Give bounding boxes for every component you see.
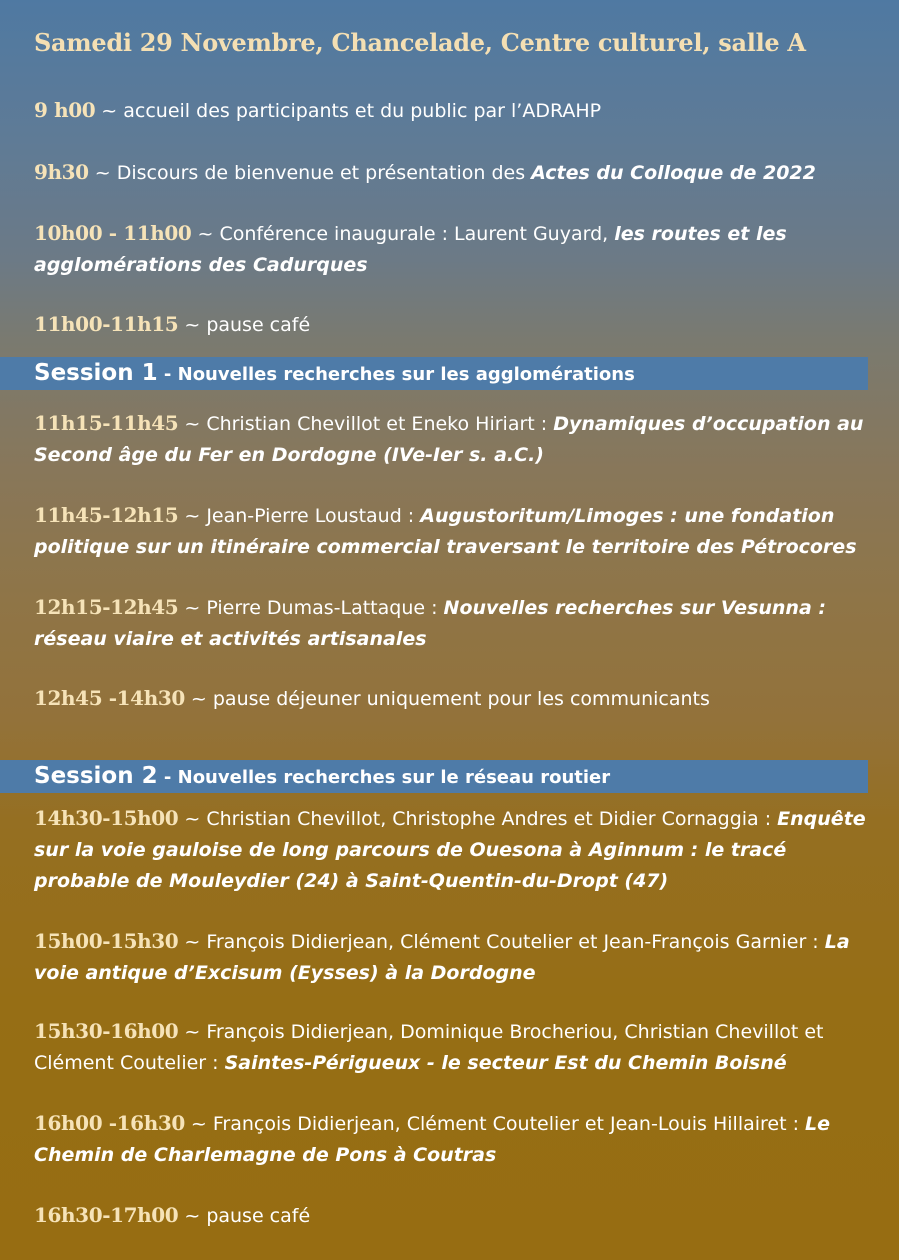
entry-talk-title: Saintes-Périgueux - le secteur Est du Chemin Boisné [224, 1052, 787, 1074]
program-entry [34, 592, 879, 655]
entry-separator: ~ [178, 1205, 207, 1227]
entry-talk-title: Nouvelles recherches sur Vesunna : réseau viaire et activités artisanales [34, 597, 826, 650]
entry-separator: ~ [184, 688, 213, 710]
entry-separator: ~ [178, 597, 207, 619]
entry-talk-title: Dynamiques d’occupation au Second âge du Fer en Dordogne (IVe-Ier s. a.C.) [34, 413, 864, 466]
entry-talk-title: les routes et les agglomérations des Cadurques [34, 223, 787, 276]
session-2-description: - Nouvelles recherches sur le réseau routier [157, 767, 611, 788]
entry-time: 11h45-12h15 [34, 503, 179, 527]
entry-time: 11h00-11h15 [34, 312, 179, 336]
program-entry [34, 1200, 879, 1232]
program-entry [34, 926, 879, 989]
entry-talk-title: Actes du Colloque de 2022 [531, 162, 816, 184]
entry-separator: ~ [178, 808, 207, 830]
session-1-label: Session 1 [34, 360, 158, 386]
session-1-heading [34, 357, 635, 391]
entry-talk-title: Enquête sur la voie gauloise de long parcours de Ouesona à Aginnum : le tracé probable de Mouleydier (24) à Saint-Quentin-du-Dropt (47) [34, 808, 866, 892]
entry-text: Jean-Pierre Loustaud : [206, 505, 421, 527]
session-2-label: Session 2 [34, 763, 158, 789]
program-entry [34, 683, 879, 715]
program-entry [34, 309, 879, 341]
entry-text: François Didierjean, Clément Coutelier et Jean-François Garnier : [206, 931, 825, 953]
entry-time: 14h30-15h00 [34, 806, 179, 830]
entry-time: 11h15-11h45 [34, 411, 179, 435]
entry-time: 9 h00 [34, 98, 96, 122]
entry-time: 15h00-15h30 [34, 929, 179, 953]
entry-text: accueil des participants et du public par l’ADRAHP [123, 100, 602, 122]
program-entry [34, 1108, 879, 1171]
entry-text: François Didierjean, Clément Coutelier et Jean-Louis Hillairet : [212, 1113, 806, 1135]
entry-separator: ~ [178, 1021, 207, 1043]
program-entry [34, 218, 879, 281]
entry-time: 16h30-17h00 [34, 1203, 179, 1227]
session-1-header [0, 357, 868, 390]
page-title: Samedi 29 Novembre, Chancelade, Centre culturel, salle A [34, 28, 806, 57]
entry-time: 16h00 -16h30 [34, 1111, 185, 1135]
entry-text: Conférence inaugurale : Laurent Guyard, [219, 223, 615, 245]
entry-separator: ~ [184, 1113, 213, 1135]
entry-separator: ~ [88, 162, 117, 184]
entry-talk-title: Augustoritum/Limoges : une fondation politique sur un itinéraire commercial traversant le territoire des Pétrocores [34, 505, 857, 558]
entry-separator: ~ [178, 314, 207, 336]
entry-separator: ~ [178, 505, 207, 527]
entry-text: pause café [206, 1205, 311, 1227]
entry-time: 12h15-12h45 [34, 595, 179, 619]
entry-text: Discours de bienvenue et présentation des [116, 162, 532, 184]
entry-text: Christian Chevillot et Eneko Hiriart : [206, 413, 554, 435]
entry-text: Christian Chevillot, Christophe Andres et Didier Cornaggia : [206, 808, 778, 830]
program-entry [34, 157, 879, 189]
entry-talk-title: Le Chemin de Charlemagne de Pons à Coutras [34, 1113, 831, 1166]
program-entry [34, 803, 879, 897]
entry-time: 10h00 - 11h00 [34, 221, 192, 245]
session-2-heading [34, 760, 610, 794]
program-entry [34, 1016, 879, 1079]
entry-separator: ~ [178, 931, 207, 953]
entry-text: François Didierjean, Dominique Brocheriou, Christian Chevillot et Clément Coutelier : [34, 1021, 824, 1074]
entry-text: pause déjeuner uniquement pour les communicants [212, 688, 710, 710]
entry-talk-title: La voie antique d’Excisum (Eysses) à la Dordogne [34, 931, 850, 984]
program-entry [34, 95, 879, 127]
entry-separator: ~ [95, 100, 124, 122]
entry-time: 12h45 -14h30 [34, 686, 185, 710]
program-entry [34, 408, 879, 471]
entry-separator: ~ [178, 413, 207, 435]
entry-text: pause café [206, 314, 311, 336]
program-entry [34, 500, 879, 563]
entry-text: Pierre Dumas-Lattaque : [206, 597, 444, 619]
entry-time: 15h30-16h00 [34, 1019, 179, 1043]
entry-separator: ~ [191, 223, 220, 245]
session-2-header [0, 760, 868, 793]
entry-time: 9h30 [34, 160, 89, 184]
session-1-description: - Nouvelles recherches sur les agglomérations [157, 364, 635, 385]
